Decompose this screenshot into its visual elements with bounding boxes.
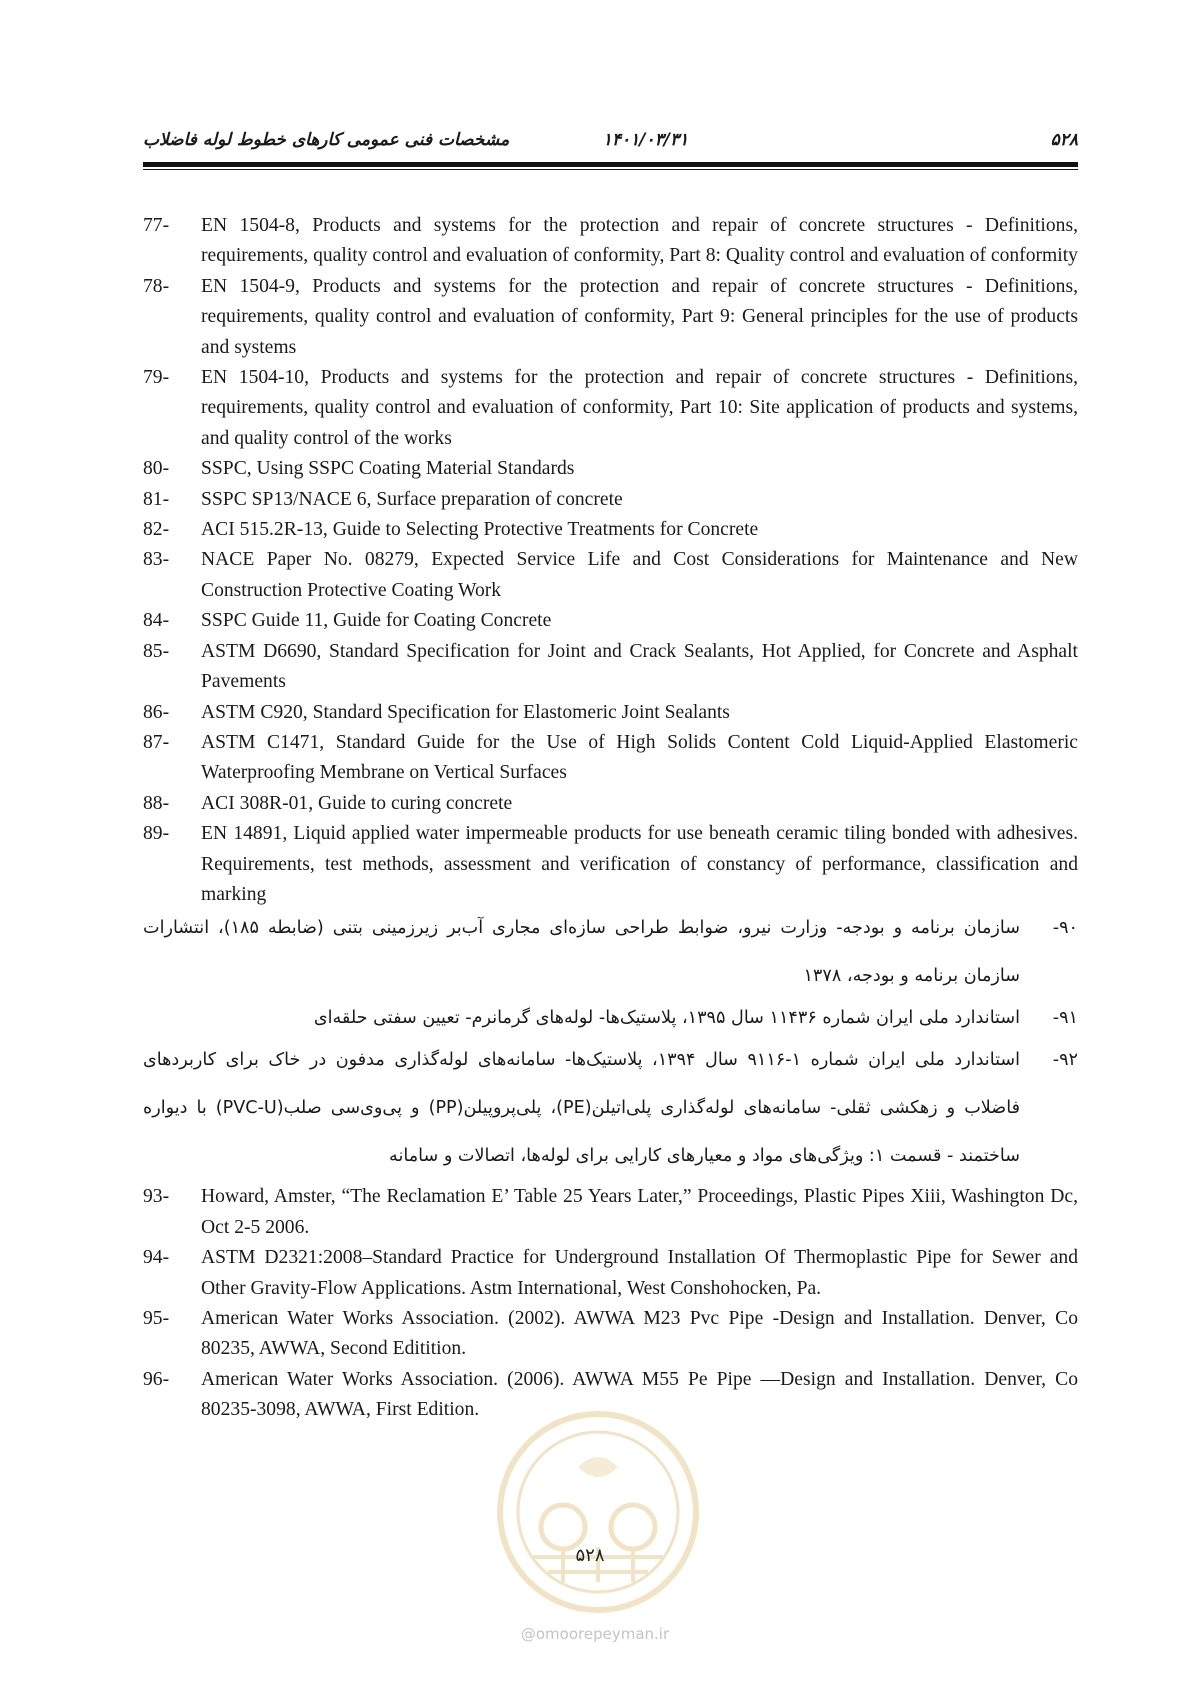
reference-text: ACI 308R-01, Guide to curing concrete [201,792,513,814]
reference-text: ASTM D6690, Standard Specification for Joint and Crack Sealants, Hot Applied, for Concrete and Asphalt Pavements [201,640,1078,693]
reference-item-83 [143,545,1078,606]
reference-item-79 [143,363,1078,454]
reference-item-84 [143,606,1078,636]
reference-text: ACI 515.2R-13, Guide to Selecting Protective Treatments for Concrete [201,519,759,541]
reference-item-92 [143,1036,1078,1180]
reference-text: NACE Paper No. 08279, Expected Service Life and Cost Considerations for Maintenance and New Construction Protective Coating Work [201,549,1078,601]
header-title: مشخصات فنی عمومی کارهای خطوط لوله فاضلاب [143,130,510,150]
reference-number: 87- [143,731,170,753]
reference-number: 86- [143,701,170,723]
reference-item-91 [143,994,1078,1042]
reference-number: 79- [143,367,170,389]
reference-item-89 [143,819,1078,910]
reference-item-82 [143,515,1078,545]
reference-item-86 [143,698,1078,728]
reference-text: Howard, Amster, “The Reclamation E’ Table 25 Years Later,” Proceedings, Plastic Pipes Xiii, Washington Dc, Oct 2-5 2006. [201,1186,1078,1238]
header-date: ۱۴۰۱/۰۳/۳۱ [602,130,689,150]
reference-item-77 [143,211,1078,272]
reference-text: EN 1504-10, Products and systems for the protection and repair of concrete structures - Definitions, requirements, quality control and evaluation of conformity, Part 10: Site application of products and systems, and quality control of the works [201,367,1078,449]
reference-number: 84- [143,610,170,632]
reference-number: 93- [143,1186,170,1208]
reference-number: 96- [143,1368,170,1390]
reference-text: ASTM C1471, Standard Guide for the Use of High Solids Content Cold Liquid-Applied Elastomeric Waterproofing Membrane on Vertical Surfaces [201,731,1078,784]
reference-number: 85- [143,640,170,662]
reference-number: 83- [143,549,170,571]
reference-item-90 [143,904,1078,1000]
reference-item-88 [143,789,1078,819]
reference-text: American Water Works Association. (2006). AWWA M55 Pe Pipe —Design and Installation. Denver, Co 80235-3098, AWWA, First Edition. [201,1368,1078,1421]
publisher-seal-watermark [493,1407,703,1617]
page-header [143,126,1078,156]
reference-number: ۹۱- [1052,1008,1078,1029]
reference-text: SSPC Guide 11, Guide for Coating Concrete [201,610,552,632]
reference-text: EN 1504-9, Products and systems for the protection and repair of concrete structures - Definitions, requirements, quality control and evaluation of conformity, Part 9: General principles for the use of products and systems [201,275,1078,358]
reference-number: 94- [143,1247,170,1269]
reference-text: استاندارد ملی ایران شماره ۱-۹۱۱۶ سال ۱۳۹۴، پلاستیک‌ها- سامانه‌های لوله‌گذاری مدفون در خاک برای کاربردهای فاضلاب و زهکشی ثقلی- سامانه‌های لوله‌گذاری پلی‌اتیلن(PE)، پلی‌پروپیلن(PP) و پی‌وی‌سی صلب(PVC-U) با دیواره ساختمند - قسمت ۱: ویژگی‌های مواد و معیارهای کارایی برای لوله‌ها، اتصالات و سامانه [143,1050,1021,1167]
header-page-number: ۵۲۸ [1050,130,1078,150]
reference-number: 78- [143,275,170,297]
reference-list [143,211,1078,1426]
reference-item-80 [143,454,1078,484]
reference-number: ۹۲- [1052,1050,1078,1071]
header-rule-thick [143,162,1078,167]
reference-text: سازمان برنامه و بودجه- وزارت نیرو، ضوابط طراحی سازه‌ای مجاری آب‌بر زیرزمینی بتنی (ضابطه ۱۸۵)، انتشارات سازمان برنامه و بودجه، ۱۳۷۸ [143,918,1020,987]
reference-number: 89- [143,823,170,845]
reference-text: EN 14891, Liquid applied water impermeable products for use beneath ceramic tiling bonded with adhesives. Requirements, test methods, assessment and verification of constancy of performance, classification and marking [201,823,1078,905]
reference-number: 82- [143,519,170,541]
reference-text: American Water Works Association. (2002). AWWA M23 Pvc Pipe -Design and Installation. Denver, Co 80235, AWWA, Second Editition. [201,1307,1078,1360]
reference-text: ASTM D2321:2008–Standard Practice for Underground Installation Of Thermoplastic Pipe for Sewer and Other Gravity-Flow Applications. Astm International, West Conshohocken, Pa. [201,1247,1078,1299]
reference-number: 80- [143,458,170,480]
header-rule-thin [143,169,1078,170]
reference-item-95 [143,1304,1078,1365]
reference-text: SSPC SP13/NACE 6, Surface preparation of concrete [201,488,623,510]
footer-page-number: ۵۲۸ [575,1545,605,1566]
reference-item-94 [143,1243,1078,1304]
reference-item-81 [143,485,1078,515]
reference-item-93 [143,1182,1078,1243]
reference-item-78 [143,272,1078,363]
reference-item-85 [143,637,1078,698]
reference-number: 88- [143,792,170,814]
site-watermark: @omoorepeyman.ir [520,1625,670,1643]
reference-number: 81- [143,488,170,510]
reference-item-87 [143,728,1078,789]
reference-text: SSPC, Using SSPC Coating Material Standards [201,458,575,480]
reference-number: 95- [143,1307,170,1329]
reference-text: EN 1504-8, Products and systems for the protection and repair of concrete structures - Definitions, requirements, quality control and evaluation of conformity, Part 8: Quality control and evaluation of conformity [201,215,1078,267]
reference-number: ۹۰- [1052,918,1078,939]
reference-text: استاندارد ملی ایران شماره ۱۱۴۳۶ سال ۱۳۹۵، پلاستیک‌ها- لوله‌های گرمانرم- تعیین سفتی حلقه‌ای [313,1008,1020,1029]
reference-number: 77- [143,215,170,236]
reference-text: ASTM C920, Standard Specification for Elastomeric Joint Sealants [201,701,730,723]
